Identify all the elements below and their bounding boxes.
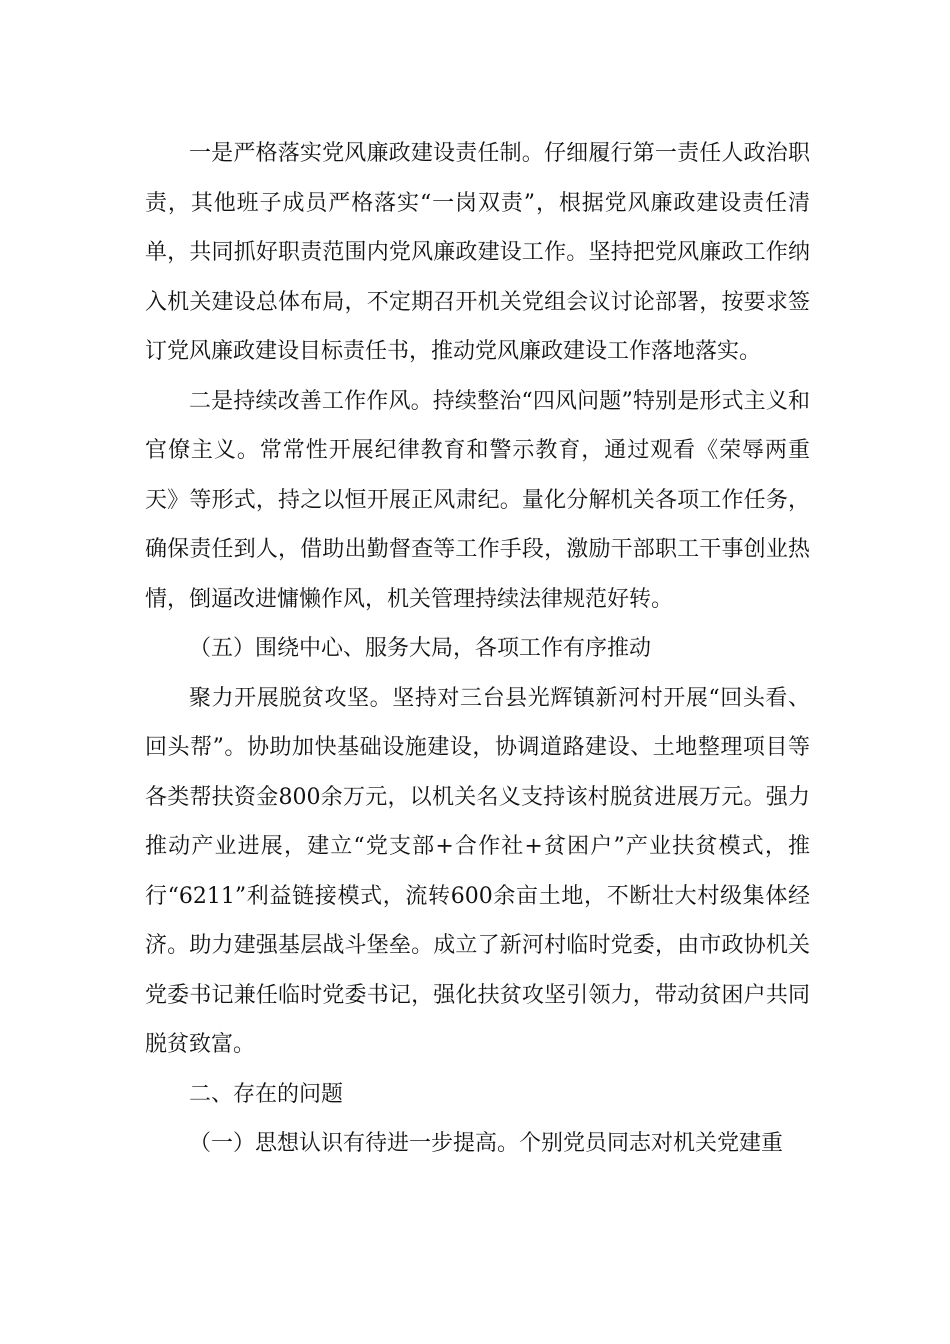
paragraph-poverty-alleviation: 聚力开展脱贫攻坚。坚持对三台县光辉镇新河村开展“回头看、回头帮”。协助加快基础设施建设，协调道路建设、土地整理项目等各类帮扶资金800余万元，以机关名义支持该村脱贫进展万元。强力推动产业进展，建立“党支部+合作社+贫困户”产业扶贫模式，推行“6211”利益链接模式，流转600余亩土地，不断壮大村级集体经济。助力建强基层战斗堡垒。成立了新河村临时党委，由市政协机关党委书记兼任临时党委书记，强化扶贫攻坚引领力，带动贫困户共同脱贫致富。 bbox=[145, 685, 810, 1057]
section-heading-existing-problems: 二、存在的问题 bbox=[189, 1081, 344, 1107]
section-heading-five: （五）围绕中心、服务大局，各项工作有序推动 bbox=[189, 636, 652, 661]
paragraph-party-conduct-responsibility: 一是严格落实党风廉政建设责任制。仔细履行第一责任人政治职责，其他班子成员严格落实“一岗双责”，根据党风廉政建设责任清单，共同抓好职责范围内党风廉政建设工作。坚持把党风廉政工作纳入机关建设总体布局，不定期召开机关党组会议讨论部署，按要求签订党风廉政建设目标责任书，推动党风廉政建设工作落地落实。 bbox=[145, 141, 810, 364]
paragraph-work-style-improvement: 二是持续改善工作作风。持续整治“四风问题”特别是形式主义和官僚主义。常常性开展纪律教育和警示教育，通过观看《荣辱两重天》等形式，持之以恒开展正风肃纪。量化分解机关各项工作任务，确保责任到人，借助出勤督查等工作手段，激励干部职工干事创业热情，倒逼改进慵懒作风，机关管理持续法律规范好转。 bbox=[145, 388, 810, 612]
document-body bbox=[145, 129, 810, 1169]
paragraph-ideological-awareness: （一）思想认识有待进一步提高。个别党员同志对机关党建重 bbox=[189, 1131, 784, 1156]
